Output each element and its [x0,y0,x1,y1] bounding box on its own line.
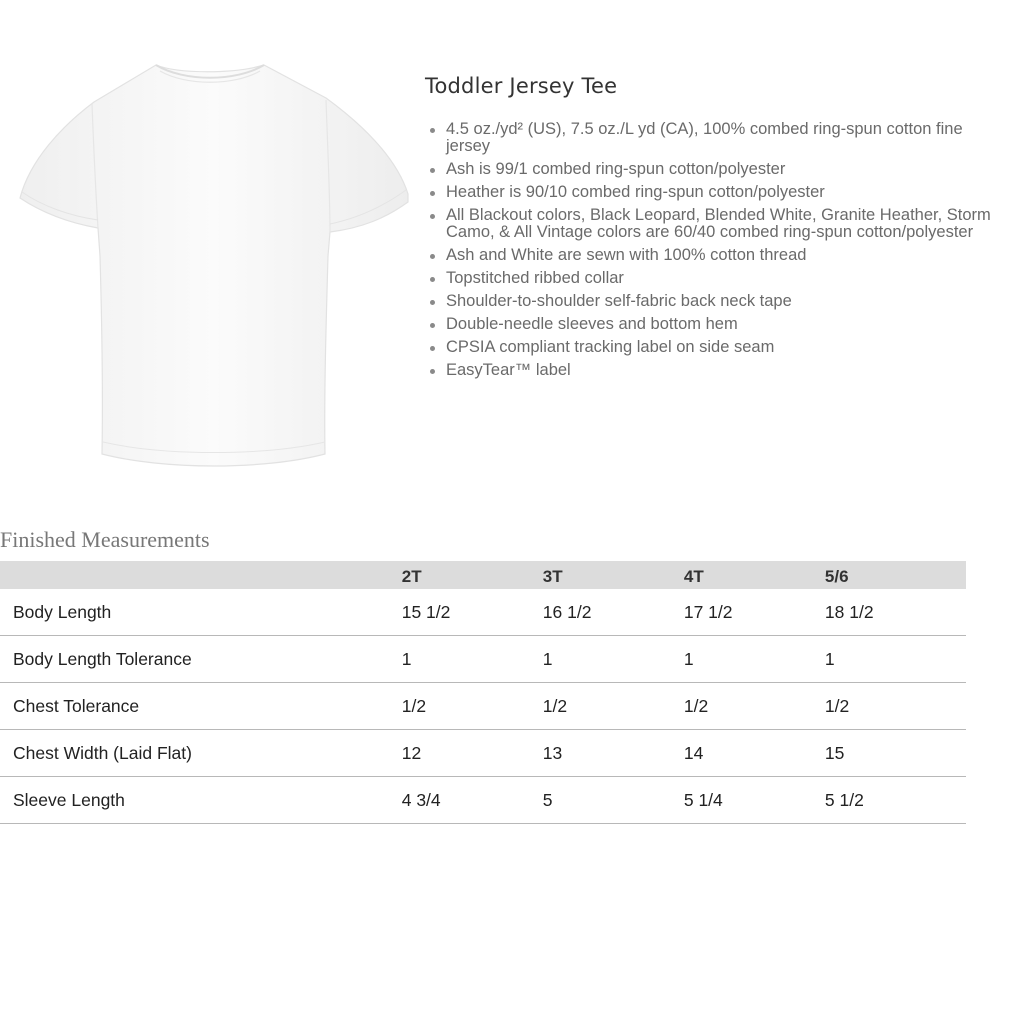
product-title: Toddler Jersey Tee [425,74,618,98]
feature-item [446,316,1006,333]
bullet-icon [430,369,435,374]
table-cell: 1 [825,636,966,683]
size-header: 3T [542,566,563,586]
bullet-icon [430,128,435,133]
table-cell: 1 [402,636,543,683]
table-row [0,636,966,683]
feature-list [427,121,1006,385]
feature-text: Topstitched ribbed collar [446,269,624,287]
table-cell: 17 1/2 [684,589,825,636]
size-header: 5/6 [824,566,849,586]
table-cell: 1 [684,636,825,683]
table-cell: 5 [543,777,684,824]
feature-item [446,270,1006,287]
table-cell: 14 [684,730,825,777]
feature-text: 4.5 oz./yd² (US), 7.5 oz./L yd (CA), 100% combed ring-spun cotton fine jersey [446,120,963,155]
feature-text: Shoulder-to-shoulder self-fabric back neck tape [446,292,792,310]
bullet-icon [430,300,435,305]
bullet-icon [430,254,435,259]
table-cell: 4 3/4 [402,777,543,824]
table-row [0,589,966,636]
table-cell: 16 1/2 [543,589,684,636]
table-header-row [0,561,966,589]
feature-item [446,184,1006,201]
row-label: Chest Tolerance [0,683,402,730]
feature-text: CPSIA compliant tracking label on side seam [446,338,775,356]
feature-text: Ash is 99/1 combed ring-spun cotton/polyester [446,160,786,178]
size-header: 4T [683,566,704,586]
table-cell: 1/2 [402,683,543,730]
feature-item [446,161,1006,178]
row-label: Chest Width (Laid Flat) [0,730,402,777]
feature-item [446,339,1006,356]
header-label-cell [0,561,402,589]
feature-text: Double-needle sleeves and bottom hem [446,315,738,333]
table-cell: 5 1/2 [825,777,966,824]
table-row [0,730,966,777]
feature-item [446,293,1006,310]
bullet-icon [430,168,435,173]
table-cell: 5 1/4 [684,777,825,824]
feature-text: All Blackout colors, Black Leopard, Blended White, Granite Heather, Storm Camo, & All Vintage colors are 60/40 combed ring-spun cotton/polyester [446,206,991,241]
table-cell: 15 [825,730,966,777]
bullet-icon [430,323,435,328]
size-header: 2T [401,566,422,586]
table-cell: 1/2 [825,683,966,730]
feature-item [446,362,1006,379]
row-label: Body Length [0,589,402,636]
measurements-title: Finished Measurements [0,527,210,552]
bullet-icon [430,214,435,219]
table-row [0,683,966,730]
feature-text: EasyTear™ label [446,361,571,379]
table-cell: 18 1/2 [825,589,966,636]
row-label: Sleeve Length [0,777,402,824]
table-cell: 15 1/2 [402,589,543,636]
table-cell: 1 [543,636,684,683]
feature-text: Ash and White are sewn with 100% cotton thread [446,246,807,264]
measurements-table [0,561,966,824]
bullet-icon [430,277,435,282]
table-cell: 13 [543,730,684,777]
row-label: Body Length Tolerance [0,636,402,683]
feature-item [446,247,1006,264]
feature-text: Heather is 90/10 combed ring-spun cotton/polyester [446,183,825,201]
table-cell: 1/2 [684,683,825,730]
feature-item [446,207,1006,241]
bullet-icon [430,346,435,351]
feature-item [446,121,1006,155]
table-cell: 12 [402,730,543,777]
tshirt-image [14,56,414,476]
table-row [0,777,966,824]
bullet-icon [430,191,435,196]
table-header [0,561,966,589]
table-body [0,589,966,824]
table-cell: 1/2 [543,683,684,730]
